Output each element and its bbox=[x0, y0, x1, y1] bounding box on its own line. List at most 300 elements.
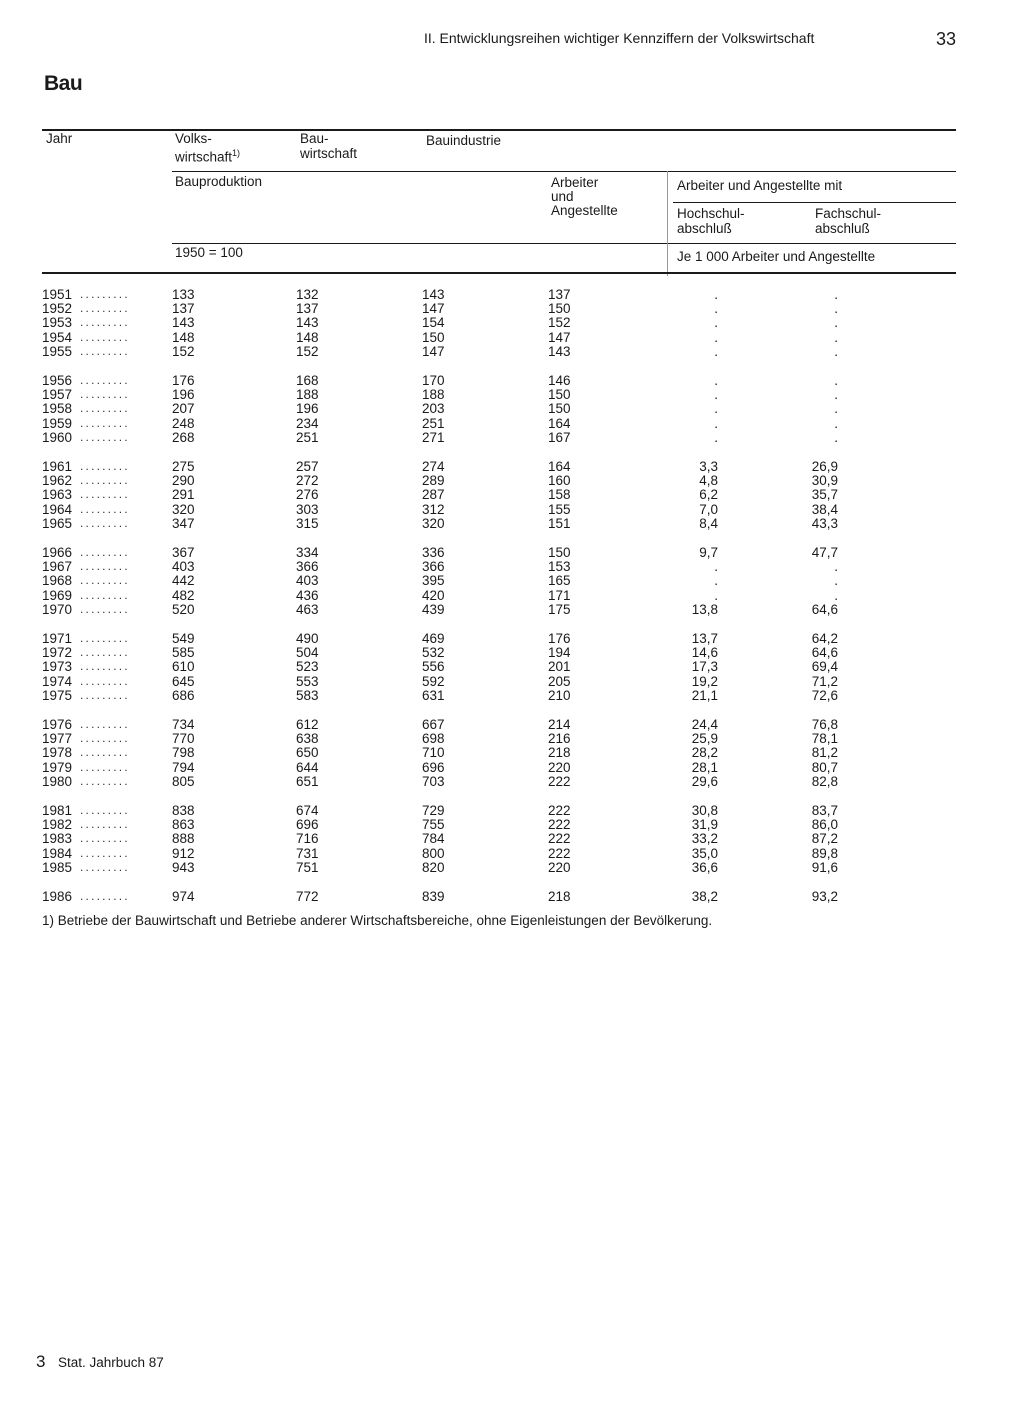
table-cell: . bbox=[714, 559, 718, 575]
leader-dots: ......... bbox=[80, 401, 130, 416]
table-cell: 36,6 bbox=[691, 859, 718, 875]
table-cell: 520 bbox=[172, 601, 195, 617]
leader-dots: ......... bbox=[80, 717, 130, 731]
table-cell: 271 bbox=[422, 429, 445, 445]
table-row bbox=[0, 688, 1024, 703]
table-cell: 751 bbox=[296, 859, 319, 875]
table-cell: 38,2 bbox=[691, 889, 718, 904]
table-cell: 160 bbox=[548, 473, 571, 489]
table-cell: 143 bbox=[172, 315, 195, 331]
col-header-jahr: Jahr bbox=[46, 131, 73, 146]
table-cell: . bbox=[714, 287, 718, 302]
table-cell: 731 bbox=[296, 845, 319, 861]
table-cell: 863 bbox=[172, 817, 195, 833]
table-cell: 150 bbox=[422, 329, 445, 345]
table-cell: . bbox=[834, 315, 838, 331]
table-cell: 25,9 bbox=[691, 731, 718, 747]
table-cell: 556 bbox=[422, 659, 445, 675]
table-cell: 33,2 bbox=[691, 831, 718, 847]
table-cell: 17,3 bbox=[691, 659, 718, 675]
cell-year: 1983 bbox=[42, 831, 73, 847]
table-cell: 268 bbox=[172, 429, 195, 445]
table-cell: 93,2 bbox=[811, 889, 838, 904]
cell-year: 1980 bbox=[42, 773, 73, 789]
table-cell: 755 bbox=[422, 817, 445, 833]
table-row bbox=[0, 645, 1024, 660]
table-cell: 838 bbox=[172, 803, 195, 818]
table-cell: 686 bbox=[172, 687, 195, 703]
table-cell: 210 bbox=[548, 687, 571, 703]
leader-dots: ......... bbox=[80, 501, 130, 516]
table-cell: 974 bbox=[172, 889, 195, 904]
table-cell: 194 bbox=[548, 645, 571, 661]
table-row bbox=[0, 315, 1024, 330]
leader-dots: ......... bbox=[80, 859, 130, 874]
table-cell: 188 bbox=[296, 387, 319, 403]
cell-year: 1972 bbox=[42, 645, 73, 661]
table-cell: 291 bbox=[172, 487, 195, 503]
table-cell: 320 bbox=[172, 501, 195, 517]
cell-year: 1968 bbox=[42, 573, 73, 589]
leader-dots: ......... bbox=[80, 329, 130, 344]
table-row bbox=[0, 573, 1024, 588]
cell-year: 1971 bbox=[42, 631, 73, 646]
table-cell: 436 bbox=[296, 587, 319, 603]
leader-dots: ......... bbox=[80, 687, 130, 702]
table-cell: 645 bbox=[172, 673, 195, 689]
table-cell: 638 bbox=[296, 731, 319, 747]
cell-year: 1952 bbox=[42, 301, 73, 317]
leader-dots: ......... bbox=[80, 587, 130, 602]
table-cell: . bbox=[714, 587, 718, 603]
table-cell: 132 bbox=[296, 287, 319, 302]
footer-source: Stat. Jahrbuch 87 bbox=[58, 1355, 164, 1370]
table-cell: 176 bbox=[172, 373, 195, 388]
table-row bbox=[0, 602, 1024, 617]
table-cell: 320 bbox=[422, 515, 445, 531]
subheader-hochschul-line2: abschluß bbox=[677, 221, 732, 236]
subheader-arbeiter-mit: Arbeiter und Angestellte mit bbox=[677, 178, 843, 193]
table-cell: 469 bbox=[422, 631, 445, 646]
table-cell: 334 bbox=[296, 545, 319, 560]
table-cell: 64,6 bbox=[811, 601, 838, 617]
table-cell: 585 bbox=[172, 645, 195, 661]
table-cell: 888 bbox=[172, 831, 195, 847]
table-cell: 696 bbox=[422, 759, 445, 775]
table-row bbox=[0, 516, 1024, 531]
table-cell: 644 bbox=[296, 759, 319, 775]
table-cell: 78,1 bbox=[811, 731, 838, 747]
table-cell: . bbox=[714, 301, 718, 317]
table-cell: 76,8 bbox=[811, 717, 838, 732]
table-cell: 28,1 bbox=[691, 759, 718, 775]
subheader-arbeiter-line1: Arbeiter bbox=[551, 175, 599, 190]
cell-year: 1957 bbox=[42, 387, 73, 403]
table-row bbox=[0, 860, 1024, 875]
unit-index: 1950 = 100 bbox=[175, 245, 243, 260]
table-cell: 347 bbox=[172, 515, 195, 531]
table-cell: 276 bbox=[296, 487, 319, 503]
table-cell: . bbox=[714, 387, 718, 403]
table-cell: 257 bbox=[296, 459, 319, 474]
table-cell: 651 bbox=[296, 773, 319, 789]
table-row bbox=[0, 559, 1024, 574]
subheader-arbeiter-line3: Angestellte bbox=[551, 203, 618, 218]
table-cell: 943 bbox=[172, 859, 195, 875]
table-cell: 504 bbox=[296, 645, 319, 661]
table-cell: 532 bbox=[422, 645, 445, 661]
cell-year: 1969 bbox=[42, 587, 73, 603]
table-cell: 13,7 bbox=[691, 631, 718, 646]
table-cell: 222 bbox=[548, 803, 571, 818]
table-cell: 164 bbox=[548, 459, 571, 474]
leader-dots: ......... bbox=[80, 773, 130, 788]
cell-year: 1970 bbox=[42, 601, 73, 617]
table-cell: 150 bbox=[548, 387, 571, 403]
table-cell: 696 bbox=[296, 817, 319, 833]
table-cell: 71,2 bbox=[811, 673, 838, 689]
subheader-hochschul-line1: Hochschul- bbox=[677, 206, 745, 221]
table-cell: 150 bbox=[548, 401, 571, 417]
table-cell: 784 bbox=[422, 831, 445, 847]
leader-dots: ......... bbox=[80, 429, 130, 444]
cell-year: 1984 bbox=[42, 845, 73, 861]
table-cell: . bbox=[714, 315, 718, 331]
section-title: Bau bbox=[44, 72, 83, 95]
table-cell: . bbox=[834, 415, 838, 431]
table-row bbox=[0, 387, 1024, 402]
cell-year: 1964 bbox=[42, 501, 73, 517]
table-cell: 29,6 bbox=[691, 773, 718, 789]
table-cell: 218 bbox=[548, 889, 571, 904]
table-cell: 150 bbox=[548, 545, 571, 560]
table-row bbox=[0, 831, 1024, 846]
running-header: II. Entwicklungsreihen wichtiger Kennziffern der Volkswirtschaft bbox=[424, 30, 815, 46]
leader-dots: ......... bbox=[80, 601, 130, 616]
table-cell: 86,0 bbox=[811, 817, 838, 833]
table-row bbox=[0, 817, 1024, 832]
table-row bbox=[0, 717, 1024, 732]
table-cell: 43,3 bbox=[811, 515, 838, 531]
table-cell: 64,6 bbox=[811, 645, 838, 661]
table-cell: 703 bbox=[422, 773, 445, 789]
table-cell: 770 bbox=[172, 731, 195, 747]
table-cell: 152 bbox=[548, 315, 571, 331]
cell-year: 1977 bbox=[42, 731, 73, 747]
table-row bbox=[0, 674, 1024, 689]
table-row bbox=[0, 401, 1024, 416]
table-cell: 734 bbox=[172, 717, 195, 732]
table-cell: 631 bbox=[422, 687, 445, 703]
table-cell: 275 bbox=[172, 459, 195, 474]
col-header-bauindustrie: Bauindustrie bbox=[426, 133, 502, 148]
cell-year: 1974 bbox=[42, 673, 73, 689]
table-cell: 47,7 bbox=[811, 545, 838, 560]
table-cell: 19,2 bbox=[691, 673, 718, 689]
cell-year: 1975 bbox=[42, 687, 73, 703]
table-cell: . bbox=[714, 429, 718, 445]
table-row bbox=[0, 430, 1024, 445]
table-cell: 152 bbox=[172, 343, 195, 359]
table-cell: 4,8 bbox=[699, 473, 718, 489]
table-cell: 196 bbox=[296, 401, 319, 417]
table-cell: 592 bbox=[422, 673, 445, 689]
table-row bbox=[0, 416, 1024, 431]
table-cell: 315 bbox=[296, 515, 319, 531]
table-cell: 272 bbox=[296, 473, 319, 489]
cell-year: 1951 bbox=[42, 287, 73, 302]
table-cell: 153 bbox=[548, 559, 571, 575]
table-row bbox=[0, 545, 1024, 560]
table-cell: 403 bbox=[296, 573, 319, 589]
table-cell: 152 bbox=[296, 343, 319, 359]
table-cell: 274 bbox=[422, 459, 445, 474]
table-cell: 188 bbox=[422, 387, 445, 403]
table-cell: 674 bbox=[296, 803, 319, 818]
table-cell: 83,7 bbox=[811, 803, 838, 818]
col-header-bauwirtschaft-line1: Bau- bbox=[300, 131, 329, 146]
table-cell: 72,6 bbox=[811, 687, 838, 703]
table-cell: 201 bbox=[548, 659, 571, 675]
table-cell: 222 bbox=[548, 817, 571, 833]
table-row bbox=[0, 745, 1024, 760]
table-cell: 167 bbox=[548, 429, 571, 445]
leader-dots: ......... bbox=[80, 301, 130, 316]
table-row bbox=[0, 459, 1024, 474]
table-cell: 549 bbox=[172, 631, 195, 646]
table-cell: 155 bbox=[548, 501, 571, 517]
table-cell: 91,6 bbox=[811, 859, 838, 875]
table-cell: 165 bbox=[548, 573, 571, 589]
leader-dots: ......... bbox=[80, 315, 130, 330]
leader-dots: ......... bbox=[80, 473, 130, 488]
subheader-fachschul-line1: Fachschul- bbox=[815, 206, 882, 221]
leader-dots: ......... bbox=[80, 459, 130, 473]
table-cell: 794 bbox=[172, 759, 195, 775]
unit-per-1000: Je 1 000 Arbeiter und Angestellte bbox=[677, 249, 876, 264]
table-cell: 147 bbox=[548, 329, 571, 345]
table-cell: 729 bbox=[422, 803, 445, 818]
table-cell: 207 bbox=[172, 401, 195, 417]
table-cell: 137 bbox=[296, 301, 319, 317]
col-header-volkswirtschaft-line1: Volks- bbox=[175, 131, 212, 146]
cell-year: 1955 bbox=[42, 343, 73, 359]
cell-year: 1959 bbox=[42, 415, 73, 431]
table-cell: . bbox=[834, 373, 838, 388]
table-row bbox=[0, 659, 1024, 674]
table-cell: . bbox=[834, 329, 838, 345]
table-cell: . bbox=[834, 401, 838, 417]
table-cell: 583 bbox=[296, 687, 319, 703]
table-cell: 612 bbox=[296, 717, 319, 732]
table-cell: 667 bbox=[422, 717, 445, 732]
leader-dots: ......... bbox=[80, 515, 130, 530]
cell-year: 1976 bbox=[42, 717, 73, 732]
table-row bbox=[0, 487, 1024, 502]
table-cell: . bbox=[714, 343, 718, 359]
table-cell: 222 bbox=[548, 773, 571, 789]
table-cell: . bbox=[834, 301, 838, 317]
table-cell: 9,7 bbox=[699, 545, 718, 560]
table-cell: 89,8 bbox=[811, 845, 838, 861]
cell-year: 1961 bbox=[42, 459, 73, 474]
table-cell: 24,4 bbox=[691, 717, 718, 732]
table-cell: 303 bbox=[296, 501, 319, 517]
cell-year: 1962 bbox=[42, 473, 73, 489]
leader-dots: ......... bbox=[80, 803, 130, 817]
leader-dots: ......... bbox=[80, 889, 130, 903]
table-cell: 205 bbox=[548, 673, 571, 689]
table-cell: 64,2 bbox=[811, 631, 838, 646]
table-cell: 148 bbox=[296, 329, 319, 345]
leader-dots: ......... bbox=[80, 673, 130, 688]
table-cell: 772 bbox=[296, 889, 319, 904]
table-cell: 13,8 bbox=[691, 601, 718, 617]
table-cell: 31,9 bbox=[691, 817, 718, 833]
table-cell: 716 bbox=[296, 831, 319, 847]
table-cell: 69,4 bbox=[811, 659, 838, 675]
cell-year: 1981 bbox=[42, 803, 73, 818]
table-cell: 87,2 bbox=[811, 831, 838, 847]
table-cell: 26,9 bbox=[811, 459, 838, 474]
subheader-arbeiter-line2: und bbox=[551, 189, 574, 204]
table-cell: 710 bbox=[422, 745, 445, 761]
table-cell: 147 bbox=[422, 301, 445, 317]
table-cell: 234 bbox=[296, 415, 319, 431]
table-cell: 21,1 bbox=[691, 687, 718, 703]
table-cell: 203 bbox=[422, 401, 445, 417]
cell-year: 1973 bbox=[42, 659, 73, 675]
table-cell: 287 bbox=[422, 487, 445, 503]
cell-year: 1979 bbox=[42, 759, 73, 775]
leader-dots: ......... bbox=[80, 631, 130, 645]
table-cell: 80,7 bbox=[811, 759, 838, 775]
table-cell: 251 bbox=[296, 429, 319, 445]
cell-year: 1958 bbox=[42, 401, 73, 417]
leader-dots: ......... bbox=[80, 745, 130, 760]
table-cell: 482 bbox=[172, 587, 195, 603]
table-cell: . bbox=[714, 401, 718, 417]
table-cell: 148 bbox=[172, 329, 195, 345]
table-cell: 289 bbox=[422, 473, 445, 489]
cell-year: 1985 bbox=[42, 859, 73, 875]
table-cell: 196 bbox=[172, 387, 195, 403]
col-header-bauwirtschaft-line2: wirtschaft bbox=[300, 146, 358, 161]
leader-dots: ......... bbox=[80, 343, 130, 358]
table-row bbox=[0, 760, 1024, 775]
table-row bbox=[0, 344, 1024, 359]
table-cell: 251 bbox=[422, 415, 445, 431]
table-cell: 6,2 bbox=[699, 487, 718, 503]
table-row bbox=[0, 330, 1024, 345]
leader-dots: ......... bbox=[80, 731, 130, 746]
cell-year: 1954 bbox=[42, 329, 73, 345]
table-cell: . bbox=[714, 373, 718, 388]
table-cell: 523 bbox=[296, 659, 319, 675]
page-number: 33 bbox=[936, 29, 957, 49]
table-cell: 38,4 bbox=[811, 501, 838, 517]
subheader-bauproduktion: Bauproduktion bbox=[175, 174, 263, 189]
table-cell: 395 bbox=[422, 573, 445, 589]
table-cell: 222 bbox=[548, 845, 571, 861]
leader-dots: ......... bbox=[80, 559, 130, 574]
table-cell: . bbox=[834, 587, 838, 603]
table-cell: . bbox=[834, 287, 838, 302]
table-cell: 151 bbox=[548, 515, 571, 531]
table-cell: 403 bbox=[172, 559, 195, 575]
table-cell: 366 bbox=[422, 559, 445, 575]
table-cell: 805 bbox=[172, 773, 195, 789]
cell-year: 1956 bbox=[42, 373, 73, 388]
table-cell: 220 bbox=[548, 859, 571, 875]
table-cell: 798 bbox=[172, 745, 195, 761]
table-cell: 220 bbox=[548, 759, 571, 775]
leader-dots: ......... bbox=[80, 845, 130, 860]
table-cell: 218 bbox=[548, 745, 571, 761]
table-cell: 336 bbox=[422, 545, 445, 560]
table-cell: 171 bbox=[548, 587, 571, 603]
table-cell: 367 bbox=[172, 545, 195, 560]
table-row bbox=[0, 502, 1024, 517]
table-row bbox=[0, 588, 1024, 603]
leader-dots: ......... bbox=[80, 659, 130, 674]
table-cell: 30,8 bbox=[691, 803, 718, 818]
table-cell: 8,4 bbox=[699, 515, 718, 531]
table-cell: 7,0 bbox=[699, 501, 718, 517]
table-cell: 650 bbox=[296, 745, 319, 761]
table-cell: 137 bbox=[548, 287, 571, 302]
table-cell: 143 bbox=[296, 315, 319, 331]
table-cell: 176 bbox=[548, 631, 571, 646]
table-cell: 420 bbox=[422, 587, 445, 603]
cell-year: 1967 bbox=[42, 559, 73, 575]
table-cell: 248 bbox=[172, 415, 195, 431]
table-cell: 170 bbox=[422, 373, 445, 388]
table-cell: 35,7 bbox=[811, 487, 838, 503]
table-cell: 133 bbox=[172, 287, 195, 302]
table-cell: 442 bbox=[172, 573, 195, 589]
table-cell: 143 bbox=[548, 343, 571, 359]
table-cell: 30,9 bbox=[811, 473, 838, 489]
table-cell: . bbox=[834, 559, 838, 575]
leader-dots: ......... bbox=[80, 545, 130, 559]
cell-year: 1966 bbox=[42, 545, 73, 560]
leader-dots: ......... bbox=[80, 831, 130, 846]
table-row bbox=[0, 473, 1024, 488]
table-cell: 147 bbox=[422, 343, 445, 359]
table-cell: . bbox=[834, 573, 838, 589]
table-cell: 150 bbox=[548, 301, 571, 317]
table-cell: 28,2 bbox=[691, 745, 718, 761]
table-cell: 839 bbox=[422, 889, 445, 904]
leader-dots: ......... bbox=[80, 645, 130, 660]
cell-year: 1963 bbox=[42, 487, 73, 503]
table-cell: 175 bbox=[548, 601, 571, 617]
cell-year: 1965 bbox=[42, 515, 73, 531]
leader-dots: ......... bbox=[80, 817, 130, 832]
cell-year: 1960 bbox=[42, 429, 73, 445]
table-cell: 158 bbox=[548, 487, 571, 503]
table-cell: . bbox=[714, 415, 718, 431]
table-cell: 366 bbox=[296, 559, 319, 575]
table-cell: 290 bbox=[172, 473, 195, 489]
table-cell: 222 bbox=[548, 831, 571, 847]
footer-page-number: 3 bbox=[36, 1352, 46, 1371]
cell-year: 1982 bbox=[42, 817, 73, 833]
table-cell: 164 bbox=[548, 415, 571, 431]
table-cell: 912 bbox=[172, 845, 195, 861]
table-cell: 216 bbox=[548, 731, 571, 747]
